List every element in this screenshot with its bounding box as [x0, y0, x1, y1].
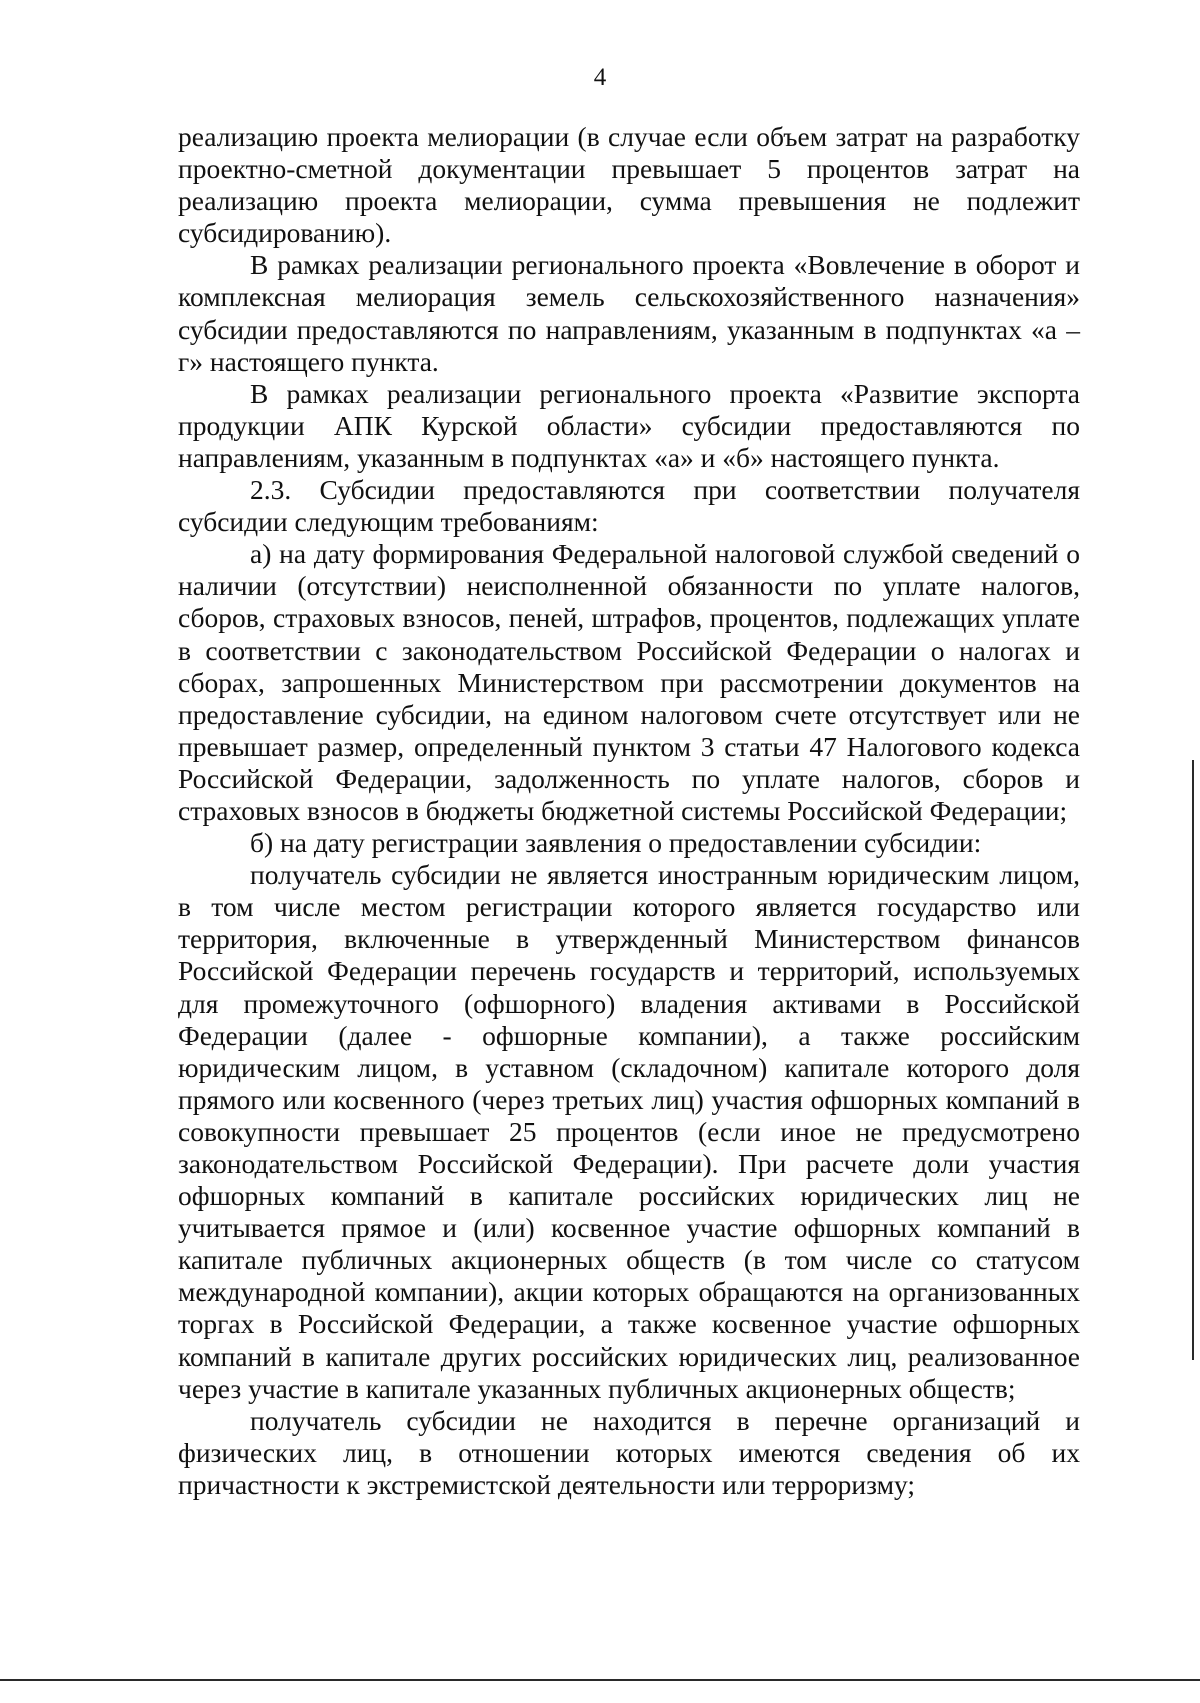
- paragraph-extremism-requirement: получатель субсидии не находится в перечне организаций и физических лиц, в отношении которых имеются сведения об их причастности к экстремистской деятельности или терроризму;: [178, 1404, 1080, 1500]
- paragraph-offshore-requirement: получатель субсидии не является иностранным юридическим лицом, в том числе местом регистрации которого является государство или территория, включенные в утвержденный Министерством финансов Российской Федерации перечень государств и территорий, используемых для промежуточного (офшорного) владения активами в Российской Федерации (далее - офшорные компании), а также российским юридическим лицом, в уставном (складочном) капитале которого доля прямого или косвенного (через третьих лиц) участия офшорных компаний в совокупности превышает 25 процентов (если иное не предусмотрено законодательством Российской Федерации). При расчете доли участия офшорных компаний в капитале российских юридических лиц не учитывается прямое и (или) косвенное участие офшорных компаний в капитале публичных акционерных обществ (в том числе со статусом международной компании), акции которых обращаются на организованных торгах в Российской Федерации, а также косвенное участие офшорных компаний в капитале других российских юридических лиц, реализованное через участие в капитале указанных публичных акционерных обществ;: [178, 859, 1080, 1404]
- paragraph-section-2-3: 2.3. Субсидии предоставляются при соответствии получателя субсидии следующим требованиям:: [178, 474, 1080, 538]
- paragraph-regional-project-export: В рамках реализации регионального проекта «Развитие экспорта продукции АПК Курской области» субсидии предоставляются по направлениям, указанным в подпунктах «а» и «б» настоящего пункта.: [178, 377, 1080, 473]
- paragraph-continuation: реализацию проекта мелиорации (в случае если объем затрат на разработку проектно-сметной документации превышает 5 процентов затрат на реализацию проекта мелиорации, сумма превышения не подлежит субсидированию).: [178, 121, 1080, 249]
- scan-edge-line: [1192, 760, 1194, 1360]
- scan-bottom-line: [0, 1679, 1200, 1681]
- paragraph-item-a: а) на дату формирования Федеральной налоговой службой сведений о наличии (отсутствии) неисполненной обязанности по уплате налогов, сборов, страховых взносов, пеней, штрафов, процентов, подлежащих уплате в соответствии с законодательством Российской Федерации о налогах и сборах, запрошенных Министерством при рассмотрении документов на предоставление субсидии, на едином налоговом счете отсутствует или не превышает размер, определенный пунктом 3 статьи 47 Налогового кодекса Российской Федерации, задолженность по уплате налогов, сборов и страховых взносов в бюджеты бюджетной системы Российской Федерации;: [178, 538, 1080, 826]
- document-body: [178, 121, 1080, 1501]
- paragraph-item-b: б) на дату регистрации заявления о предоставлении субсидии:: [250, 827, 982, 859]
- page-number: 4: [593, 64, 607, 91]
- paragraph-regional-project-involvement: В рамках реализации регионального проекта «Вовлечение в оборот и комплексная мелиорация земель сельскохозяйственного назначения» субсидии предоставляются по направлениям, указанным в подпунктах «а – г» настоящего пункта.: [178, 249, 1080, 377]
